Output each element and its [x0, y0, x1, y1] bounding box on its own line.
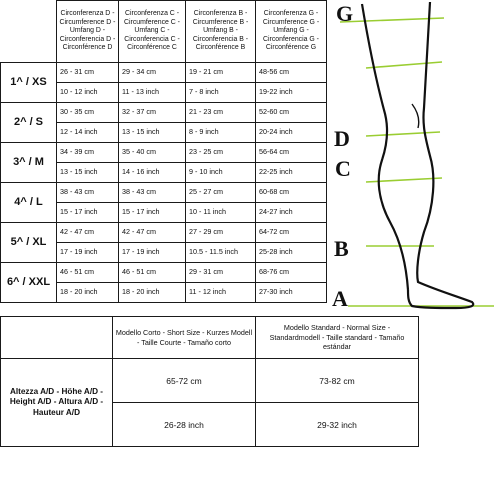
length-corner — [1, 317, 113, 359]
size-label: 2^ / S — [1, 103, 57, 143]
value-cell: 14 - 16 inch — [119, 163, 186, 183]
standard-inch-value: 29-32 inch — [256, 403, 419, 447]
value-cell: 10.5 - 11.5 inch — [186, 243, 256, 263]
length-cm-row — [1, 359, 419, 403]
standard-cm-value: 73-82 cm — [256, 359, 419, 403]
diagram-letter-b: B — [334, 236, 349, 261]
leg-diagram — [326, 0, 500, 316]
size-row-cm — [1, 263, 327, 283]
value-cell: 10 - 12 inch — [57, 83, 119, 103]
value-cell: 30 - 35 cm — [57, 103, 119, 123]
size-row-cm — [1, 143, 327, 163]
value-cell: 13 - 15 inch — [119, 123, 186, 143]
value-cell: 25 - 27 cm — [186, 183, 256, 203]
column-header-d: Circonferenza D - Circumference D - Umfang D - Circonferencia D - Circonférence D — [57, 1, 119, 63]
column-header-b: Circonferenza B - Circumference B - Umfang B - Circonferencia B - Circonférence B — [186, 1, 256, 63]
length-header-row — [1, 317, 419, 359]
value-cell: 68-76 cm — [256, 263, 327, 283]
size-label: 6^ / XXL — [1, 263, 57, 303]
value-cell: 21 - 23 cm — [186, 103, 256, 123]
measure-line-thigh — [366, 62, 442, 68]
size-label: 4^ / L — [1, 183, 57, 223]
value-cell: 25-28 inch — [256, 243, 327, 263]
standard-size-header: Modello Standard - Normal Size - Standardmodell - Taille standard - Tamaño estándar — [256, 317, 419, 359]
value-cell: 10 - 11 inch — [186, 203, 256, 223]
value-cell: 17 - 19 inch — [57, 243, 119, 263]
value-cell: 9 - 10 inch — [186, 163, 256, 183]
value-cell: 22-25 inch — [256, 163, 327, 183]
knee-crease — [412, 104, 419, 128]
diagram-letter-c: C — [335, 156, 351, 181]
value-cell: 19-22 inch — [256, 83, 327, 103]
value-cell: 46 - 51 cm — [119, 263, 186, 283]
value-cell: 18 - 20 inch — [57, 283, 119, 303]
corner-cell — [1, 1, 57, 63]
value-cell: 34 - 39 cm — [57, 143, 119, 163]
value-cell: 17 - 19 inch — [119, 243, 186, 263]
value-cell: 24-27 inch — [256, 203, 327, 223]
value-cell: 48-56 cm — [256, 63, 327, 83]
value-cell: 13 - 15 inch — [57, 163, 119, 183]
short-cm-value: 65-72 cm — [113, 359, 256, 403]
leg-outline-back — [362, 4, 408, 290]
value-cell: 38 - 43 cm — [57, 183, 119, 203]
value-cell: 46 - 51 cm — [57, 263, 119, 283]
value-cell: 15 - 17 inch — [57, 203, 119, 223]
value-cell: 7 - 8 inch — [186, 83, 256, 103]
value-cell: 11 - 13 inch — [119, 83, 186, 103]
value-cell: 27-30 inch — [256, 283, 327, 303]
size-row-cm — [1, 103, 327, 123]
value-cell: 29 - 34 cm — [119, 63, 186, 83]
value-cell: 52-60 cm — [256, 103, 327, 123]
size-table — [0, 0, 327, 303]
column-header-c: Circonferenza C - Circumference C - Umfang C - Circonferencia C - Circonférence C — [119, 1, 186, 63]
value-cell: 23 - 25 cm — [186, 143, 256, 163]
measure-line-d — [366, 132, 440, 136]
size-row-cm — [1, 183, 327, 203]
size-row-cm — [1, 63, 327, 83]
column-header-g: Circonferenza G - Circumference G - Umfang G - Circonferencia G - Circonférence G — [256, 1, 327, 63]
size-row-cm — [1, 223, 327, 243]
value-cell: 42 - 47 cm — [57, 223, 119, 243]
length-table — [0, 316, 419, 447]
leg-outline-front — [408, 2, 473, 308]
diagram-letter-a: A — [332, 286, 348, 311]
value-cell: 60-68 cm — [256, 183, 327, 203]
value-cell: 32 - 37 cm — [119, 103, 186, 123]
height-label: Altezza A/D - Höhe A/D - Height A/D - Altura A/D - Hauteur A/D — [1, 359, 113, 447]
value-cell: 27 - 29 cm — [186, 223, 256, 243]
value-cell: 38 - 43 cm — [119, 183, 186, 203]
short-inch-value: 26-28 inch — [113, 403, 256, 447]
size-label: 3^ / M — [1, 143, 57, 183]
measure-line-c — [366, 178, 442, 182]
value-cell: 29 - 31 cm — [186, 263, 256, 283]
value-cell: 18 - 20 inch — [119, 283, 186, 303]
size-label: 1^ / XS — [1, 63, 57, 103]
value-cell: 64-72 cm — [256, 223, 327, 243]
value-cell: 56-64 cm — [256, 143, 327, 163]
header-row — [1, 1, 327, 63]
value-cell: 19 - 21 cm — [186, 63, 256, 83]
size-label: 5^ / XL — [1, 223, 57, 263]
value-cell: 26 - 31 cm — [57, 63, 119, 83]
value-cell: 42 - 47 cm — [119, 223, 186, 243]
value-cell: 15 - 17 inch — [119, 203, 186, 223]
value-cell: 20-24 inch — [256, 123, 327, 143]
value-cell: 35 - 40 cm — [119, 143, 186, 163]
value-cell: 11 - 12 inch — [186, 283, 256, 303]
value-cell: 8 - 9 inch — [186, 123, 256, 143]
diagram-letter-d: D — [334, 126, 350, 151]
value-cell: 12 - 14 inch — [57, 123, 119, 143]
diagram-letter-g: G — [336, 1, 354, 26]
short-size-header: Modello Corto - Short Size - Kurzes Modell - Taille Courte - Tamaño corto — [113, 317, 256, 359]
